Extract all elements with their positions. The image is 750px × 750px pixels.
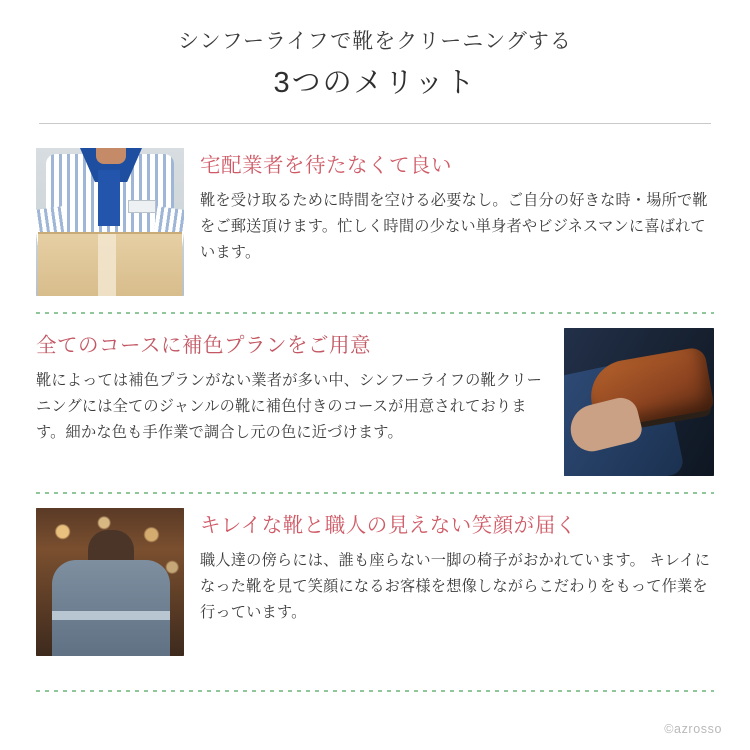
merit-3-body xyxy=(200,508,714,626)
page-title: 3つのメリット xyxy=(273,66,477,99)
header-divider xyxy=(39,123,711,124)
craftsman-at-workbench-photo xyxy=(36,508,184,656)
merit-1-text: 靴を受け取るために時間を空ける必要なし。ご自分の好きな時・場所で靴をご郵送頂けます。忙しく時間の少ない単身者やビジネスマンに喜ばれています。 xyxy=(200,191,708,261)
merit-item-2 xyxy=(36,320,714,486)
merit-3-title: キレイな靴と職人の見えない笑顔が届く xyxy=(200,514,577,537)
hand-polishing-brown-leather-shoe-photo xyxy=(564,328,714,476)
merit-item-3 xyxy=(36,500,714,666)
worker-holding-cardboard-box-photo xyxy=(36,148,184,296)
page-header xyxy=(0,0,750,105)
section-divider-1 xyxy=(36,312,714,314)
merits-list xyxy=(0,140,750,666)
merit-2-title: 全てのコースに補色プランをご用意 xyxy=(36,334,371,357)
header-line-1: シンフーライフで靴をクリーニングする xyxy=(178,30,572,53)
section-divider-2 xyxy=(36,492,714,494)
merit-2-text: 靴によっては補色プランがない業者が多い中、シンフーライフの靴クリーニングには全てのジャンルの靴に補色付きのコースが用意されております。細かな色も手作業で調合し元の色に近づけます。 xyxy=(36,371,543,441)
merit-item-1 xyxy=(36,140,714,306)
merit-1-body xyxy=(200,148,714,266)
merit-1-title: 宅配業者を待たなくて良い xyxy=(200,154,452,177)
section-divider-3 xyxy=(36,690,714,692)
copyright-credit: ©azrosso xyxy=(664,722,722,736)
merit-3-text: 職人達の傍らには、誰も座らない一脚の椅子がおかれています。 キレイになった靴を見て笑顔になるお客様を想像しながらこだわりをもって作業を行っています。 xyxy=(200,551,711,621)
merit-2-body xyxy=(36,328,548,446)
